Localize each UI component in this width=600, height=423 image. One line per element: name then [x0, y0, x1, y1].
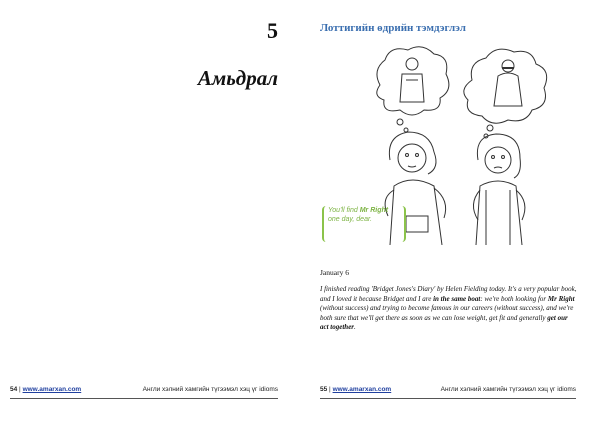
page-number: 55	[320, 386, 328, 393]
thought-bubble-left	[377, 47, 449, 115]
right-page	[300, 0, 600, 423]
left-footer-page	[10, 386, 81, 393]
chapter-title: Амьдрал	[197, 66, 278, 90]
site-link[interactable]: www.amarxan.com	[22, 386, 82, 393]
speech-callout	[322, 206, 406, 242]
right-woman-hair	[477, 134, 520, 178]
callout-text-1: You'll find	[328, 207, 360, 214]
callout-bold: Mr Right	[359, 207, 389, 214]
body-seg-3: (without success) and trying to become famous in our careers (without success), and we're both sure that we'll get there as soon as we can lose weight, get fit and generally	[320, 304, 574, 322]
body-seg-1: I finished reading 'Bridget Jones's Diary' by Helen Fielding today. It's a very popular book, and I loved it because Bridget and I are	[320, 285, 577, 303]
footer-book-title: Англи хэлний хамгийн түгээмэл хэц үг idioms	[142, 386, 278, 393]
right-footer	[320, 384, 576, 399]
chapter-number: 5	[267, 18, 278, 43]
body-seg-4: .	[354, 323, 356, 332]
footer-book-title: Англи хэлний хамгийн түгээмэл хэц үг idioms	[440, 386, 576, 393]
left-woman-hair	[389, 132, 436, 174]
left-footer	[10, 384, 278, 399]
idiom-act-together: get our act together	[320, 313, 568, 332]
callout-text-2: one day, dear.	[328, 216, 372, 223]
site-link[interactable]: www.amarxan.com	[332, 386, 392, 393]
diary-date: January 6	[320, 268, 349, 277]
footer-separator: |	[329, 386, 331, 393]
idiom-same-boat: in the same boat	[433, 294, 481, 303]
right-footer-page	[320, 386, 391, 393]
diary-body	[320, 285, 578, 333]
page-number: 54	[10, 386, 18, 393]
section-title: Лоттигийн өдрийн тэмдэглэл	[320, 22, 466, 34]
body-seg-2: : we're both looking for	[480, 294, 548, 303]
footer-separator: |	[19, 386, 21, 393]
idiom-mr-right: Mr Right	[547, 294, 575, 303]
